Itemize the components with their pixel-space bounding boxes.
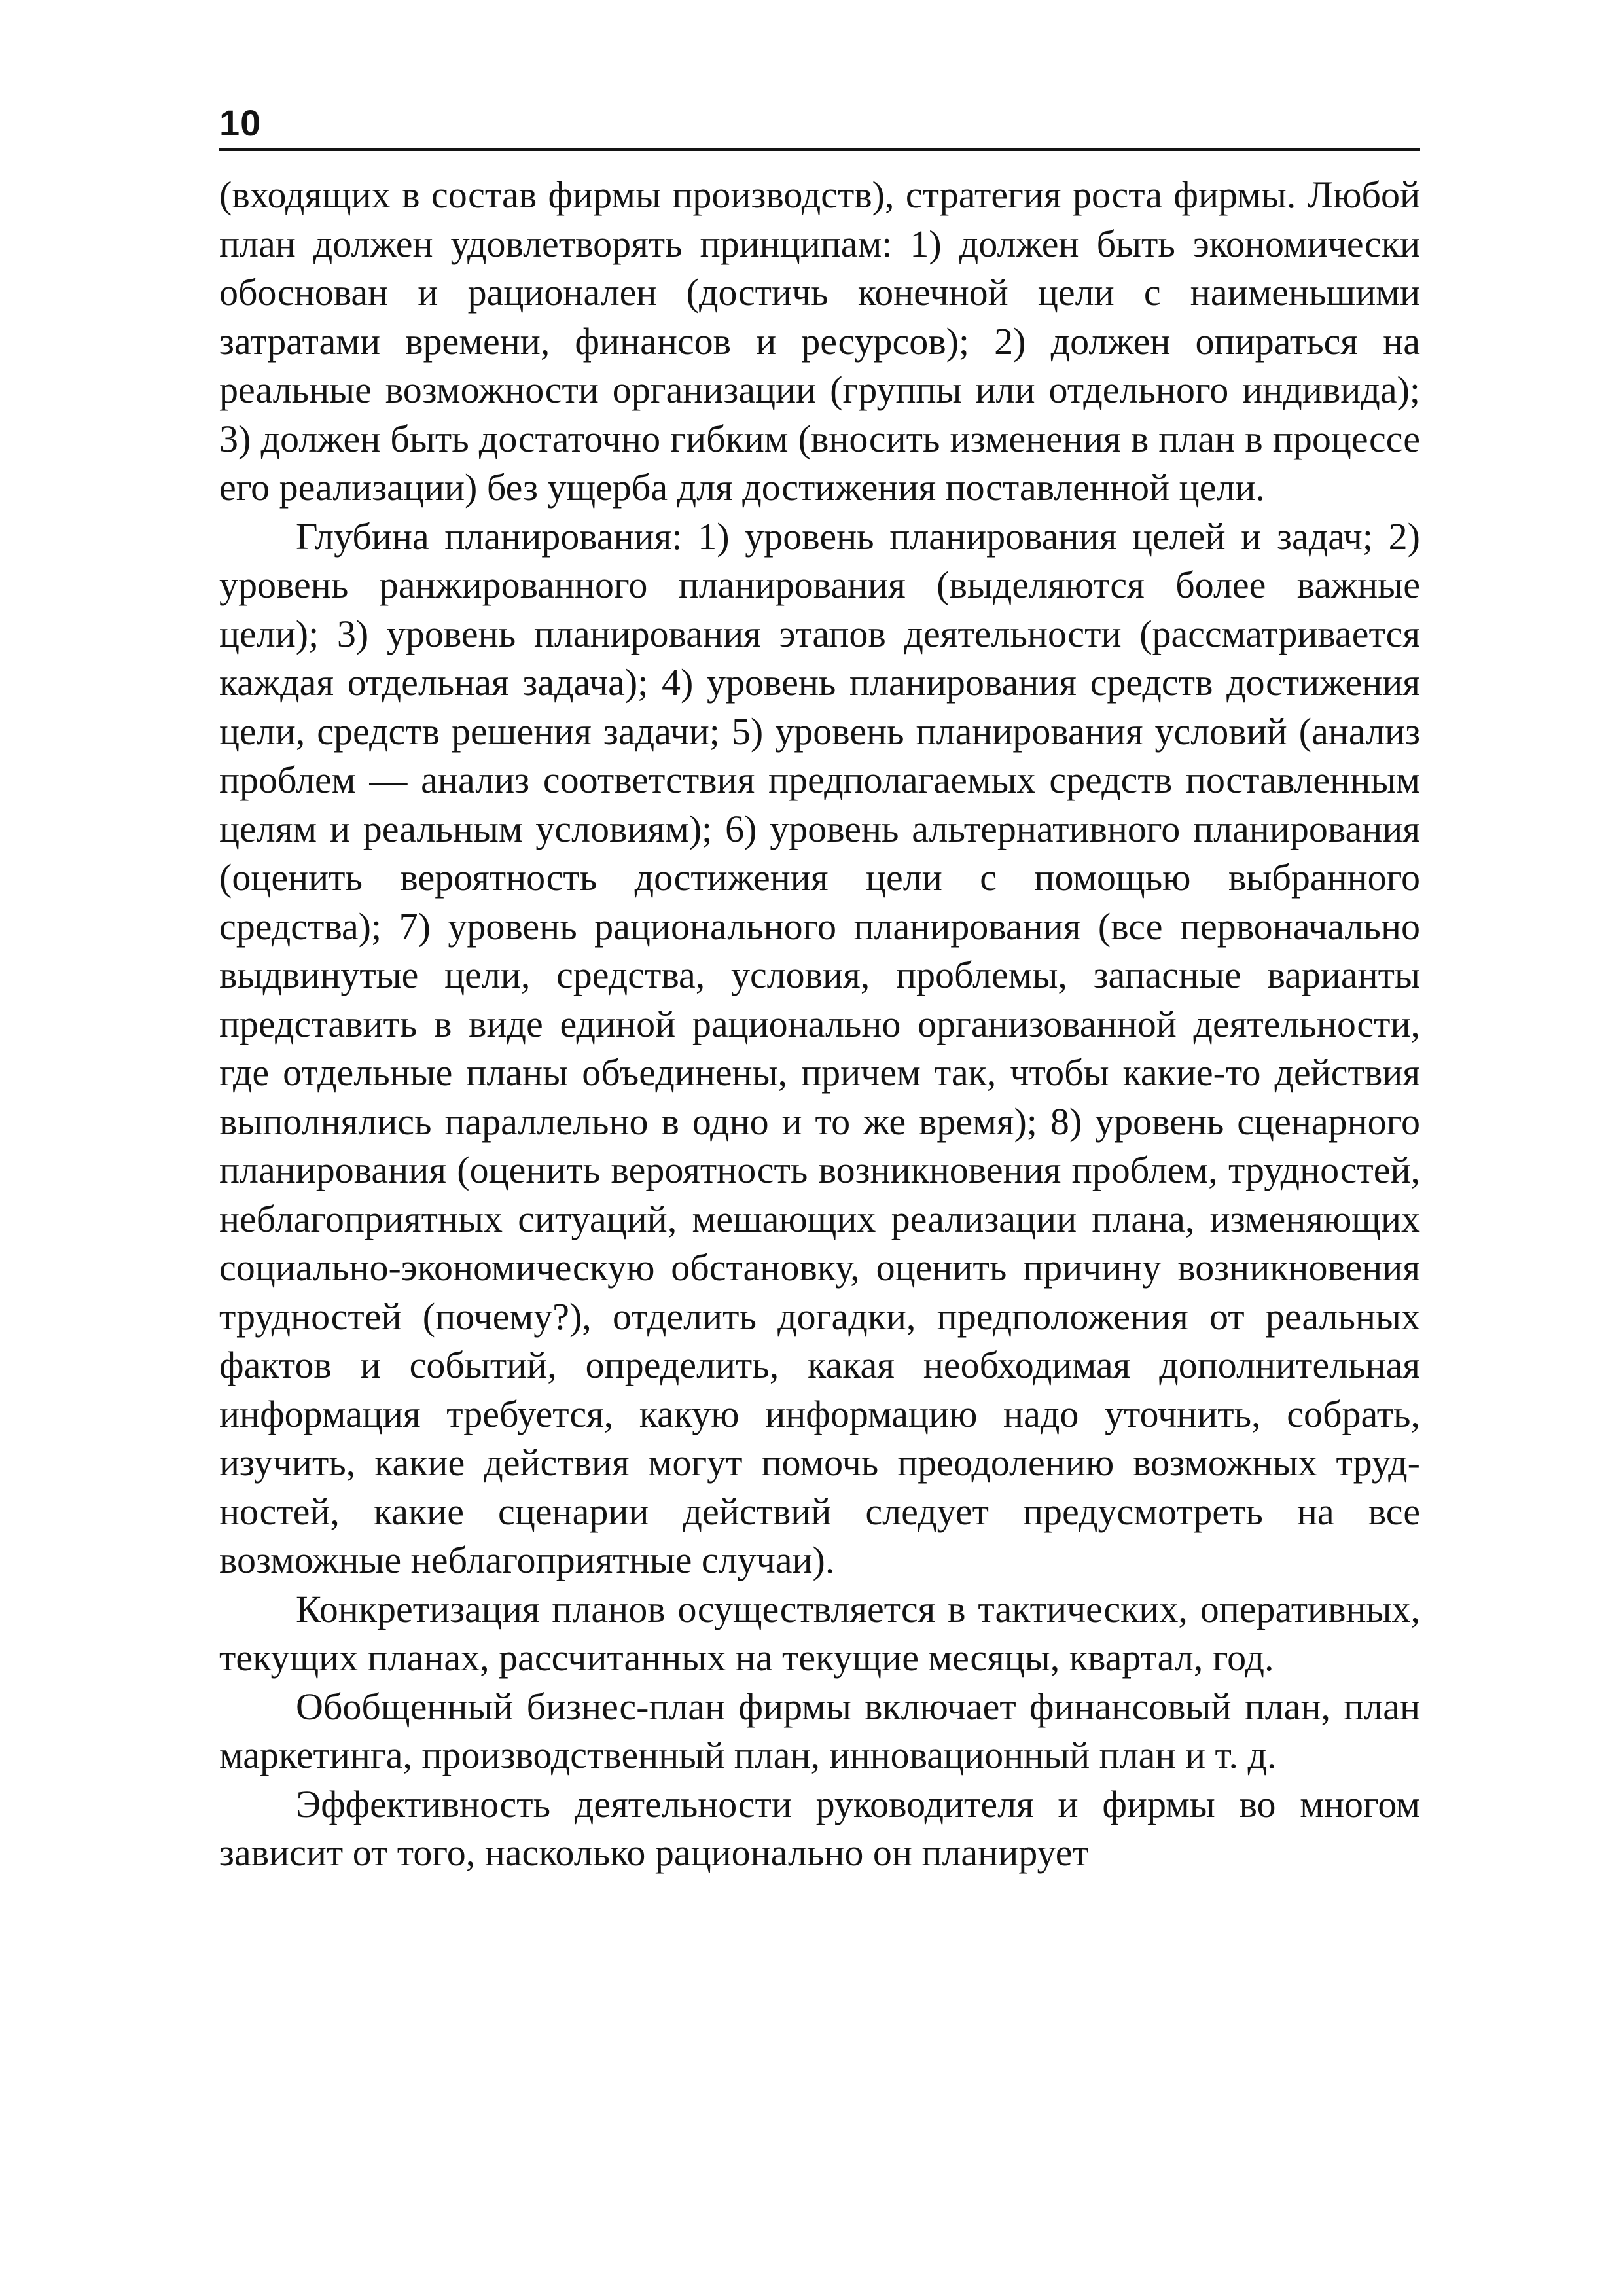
book-page — [219, 102, 1420, 1878]
page-number: 10 — [219, 102, 262, 143]
body-text — [219, 171, 1420, 1878]
paragraph-business-plan: Обобщенный бизнес-план фирмы включает финансовый план, план маркетинга, производственный план, инновационный план и т. д. — [219, 1685, 1420, 1776]
paragraph-planning-principles: (входящих в состав фирмы производств), стратегия роста фирмы. Любой план должен удовлетворять принципам: 1) должен быть экономически обоснован и рационален (достичь конечной цели с наименьшими затратами времени, финансов и ресурсов); 2) должен опираться на реальные возможности организации (группы или отдельного индивида); 3) должен быть достаточно гибким (вносить изменения в план в процессе его реализации) без ущерба для достижения поставленной цели. — [219, 173, 1420, 509]
paragraph-planning-depth: Глубина планирования: 1) уровень планирования целей и задач; 2) уровень ранжированного планирования (выделяются более важные цели); 3) уровень планирования этапов деятельности (рассматривается каждая отдельная задача); 4) уровень планирования средств достижения цели, средств решения задачи; 5) уровень планирования условий (анализ проблем — анализ соответствия предполагаемых средств поставленным целям и реальным условиям); 6) уровень альтернативного планирования (оценить вероятность достижения цели с помощью выбранного средства); 7) уровень рационального планирования (все первоначально выдвинутые цели, средства, условия, проблемы, запасные варианты представить в виде единой рационально организованной деятельности, где отдельные планы объединены, причем так, чтобы какие-то действия выполнялись параллельно в одно и то же время); 8) уровень сценарного планирования (оценить вероятность возникновения проблем, трудностей, неблагоприятных ситуаций, мешающих реализации плана, изменяющих социально-экономическую обстановку, оценить причину возникновения трудностей (почему?), отделить догадки, предположения от реальных фактов и событий, определить, какая необходимая дополнительная информация требуется, какую информацию надо уточнить, собрать, изучить, какие действия могут помочь преодолению возможных трудностей, какие сценарии действий следует предусмотреть на все возможные неблагоприятные случаи). — [219, 514, 1420, 1581]
paragraph-manager-effectiveness: Эффективность деятельности руководителя и фирмы во многом зависит от того, насколько рационально он планирует — [219, 1782, 1420, 1874]
paragraph-plan-concretization: Конкретизация планов осуществляется в тактических, оперативных, текущих планах, рассчитанных на текущие месяцы, квартал, год. — [219, 1587, 1420, 1679]
header-rule — [219, 148, 1420, 151]
